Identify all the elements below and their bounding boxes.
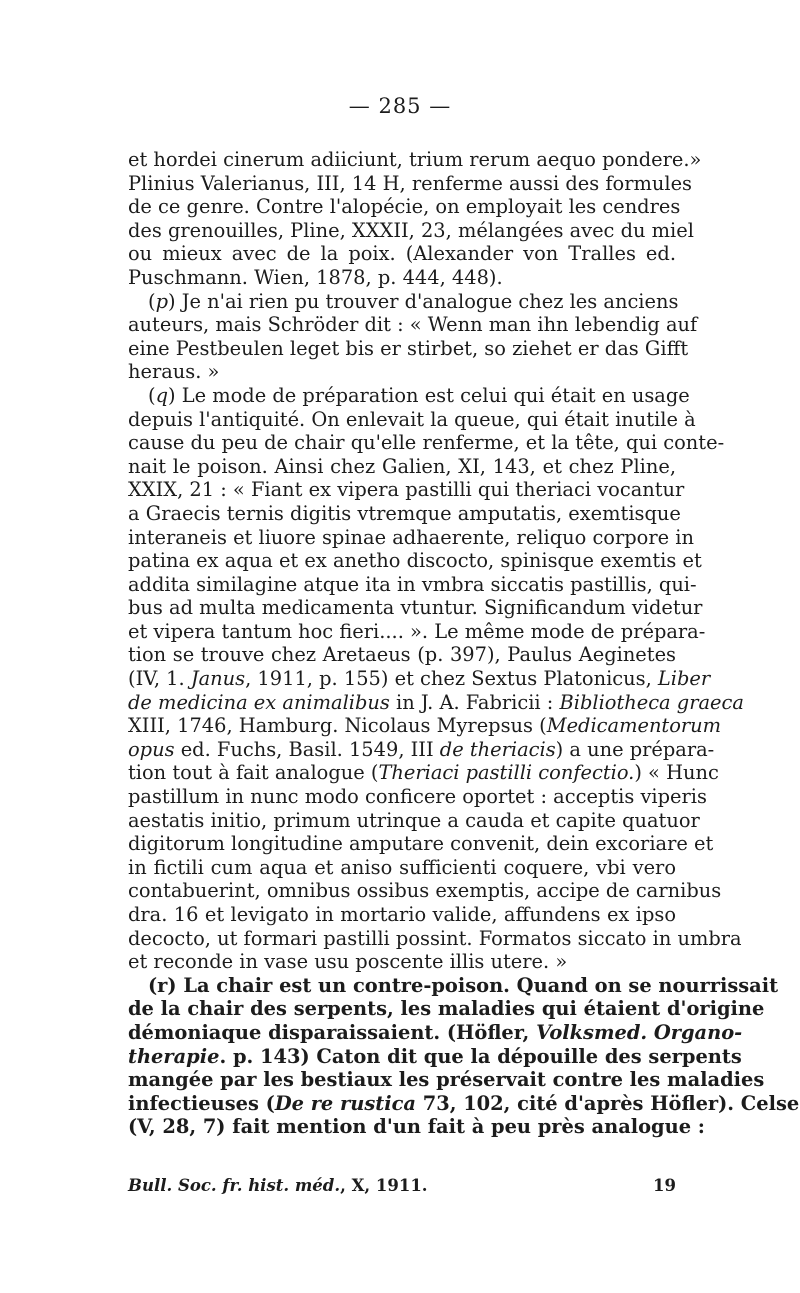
text-line: et vipera tantum hoc fieri.... ». Le même mode de prépara-	[128, 619, 706, 643]
text-line: (IV, 1. Janus, 1911, p. 155) et chez Sextus Platonicus, Liber	[128, 667, 711, 691]
text-line: bus ad multa medicamenta vtuntur. Significandum videtur	[128, 596, 703, 620]
text-line: eine Pestbeulen leget bis er stirbet, so ziehet er das Giﬀt	[128, 336, 689, 360]
text-line: tion se trouve chez Aretaeus (p. 397), Paulus Aeginetes	[128, 643, 676, 667]
text-line: ou mieux avec de la poix. (Alexander von Tralles ed.	[128, 242, 676, 266]
paragraph-continuation	[128, 148, 702, 290]
text-line: (q) Le mode de préparation est celui qui était en usage	[148, 383, 690, 407]
text-line: de la chair des serpents, les maladies qui étaient d'origine	[128, 997, 765, 1021]
paragraph-note-p	[128, 289, 698, 384]
text-line: mangée par les bestiaux les préservait contre les maladies	[128, 1068, 765, 1092]
text-line: de ce genre. Contre l'alopécie, on employait les cendres	[128, 195, 681, 219]
text-line: heraus. »	[128, 360, 220, 384]
paragraph-note-q	[128, 383, 744, 974]
text-line: infectieuses (De re rustica 73, 102, cité d'après Höfler). Celse	[128, 1091, 800, 1115]
text-line: et reconde in vase usu poscente illis utere. »	[128, 950, 568, 974]
sheet-number: 19	[653, 1176, 676, 1195]
text-line: cause du peu de chair qu'elle renferme, et la tête, qui conte-	[128, 431, 725, 455]
text-line: Plinius Valerianus, III, 14 H, renferme aussi des formules	[128, 171, 692, 195]
text-line: démoniaque disparaissaient. (Höfler, Volksmed. Organo-	[128, 1020, 743, 1044]
text-line: digitorum longitudine amputare convenit, dein excoriare et	[128, 832, 714, 856]
text-line: (p) Je n'ai rien pu trouver d'analogue chez les anciens	[148, 289, 679, 313]
text-line: depuis l'antiquité. On enlevait la queue, qui était inutile à	[128, 407, 696, 431]
body-text	[128, 148, 800, 1139]
text-line: contabuerint, omnibus ossibus exemptis, accipe de carnibus	[128, 879, 722, 903]
text-line: XXIX, 21 : « Fiant ex vipera pastilli qui theriaci vocantur	[128, 478, 685, 502]
text-line: in fictili cum aqua et aniso sufficienti coquere, vbi vero	[128, 855, 676, 879]
paragraph-note-r	[128, 973, 800, 1139]
note-letter: p	[155, 289, 168, 313]
text-line: a Graecis ternis digitis vtremque amputatis, exemtisque	[128, 501, 681, 525]
text-line: auteurs, mais Schröder dit : « Wenn man ihn lebendig auf	[128, 313, 698, 337]
text-line: dra. 16 et levigato in mortario valide, affundens ex ipso	[128, 903, 676, 926]
text-line: nait le poison. Ainsi chez Galien, XI, 143, et chez Pline,	[128, 454, 676, 478]
journal-reference: Bull. Soc. fr. hist. méd., X, 1911.	[128, 1176, 428, 1195]
text-line: XIII, 1746, Hamburg. Nicolaus Myrepsus (Medicamentorum	[128, 714, 722, 738]
text-line: (V, 28, 7) fait mention d'un fait à peu près analogue :	[128, 1115, 705, 1139]
text-line: aestatis initio, primum utrinque a cauda et capite quatuor	[128, 808, 700, 832]
text-line: tion tout à fait analogue (Theriaci pastilli confectio.) « Hunc	[128, 761, 719, 785]
text-line: de medicina ex animalibus in J. A. Fabricii : Bibliotheca graeca	[128, 690, 744, 714]
page-number: — 285 —	[348, 94, 452, 118]
text-line: interaneis et liuore spinae adhaerente, reliquo corpore in	[128, 525, 694, 549]
text-line: patina ex aqua et ex anetho discocto, spinisque exemtis et	[128, 549, 702, 573]
text-line: Puschmann. Wien, 1878, p. 444, 448).	[128, 265, 503, 289]
text-line: addita similagine atque ita in vmbra siccatis pastillis, qui-	[128, 572, 697, 596]
text-line: pastillum in nunc modo conficere oportet : acceptis viperis	[128, 785, 707, 809]
text-line: et hordei cinerum adiiciunt, trium rerum aequo pondere.»	[128, 148, 702, 171]
text-line: therapie. p. 143) Caton dit que la dépouille des serpents	[128, 1044, 742, 1068]
text-line: (r) La chair est un contre-poison. Quand on se nourrissait	[148, 973, 779, 997]
note-letter: q	[155, 383, 168, 407]
text-line: decocto, ut formari pastilli possint. Formatos siccato in umbra	[128, 926, 742, 950]
text-line: des grenouilles, Pline, XXXII, 23, mélangées avec du miel	[128, 218, 694, 242]
text-line: opus ed. Fuchs, Basil. 1549, III de theriacis) a une prépara-	[128, 737, 715, 761]
